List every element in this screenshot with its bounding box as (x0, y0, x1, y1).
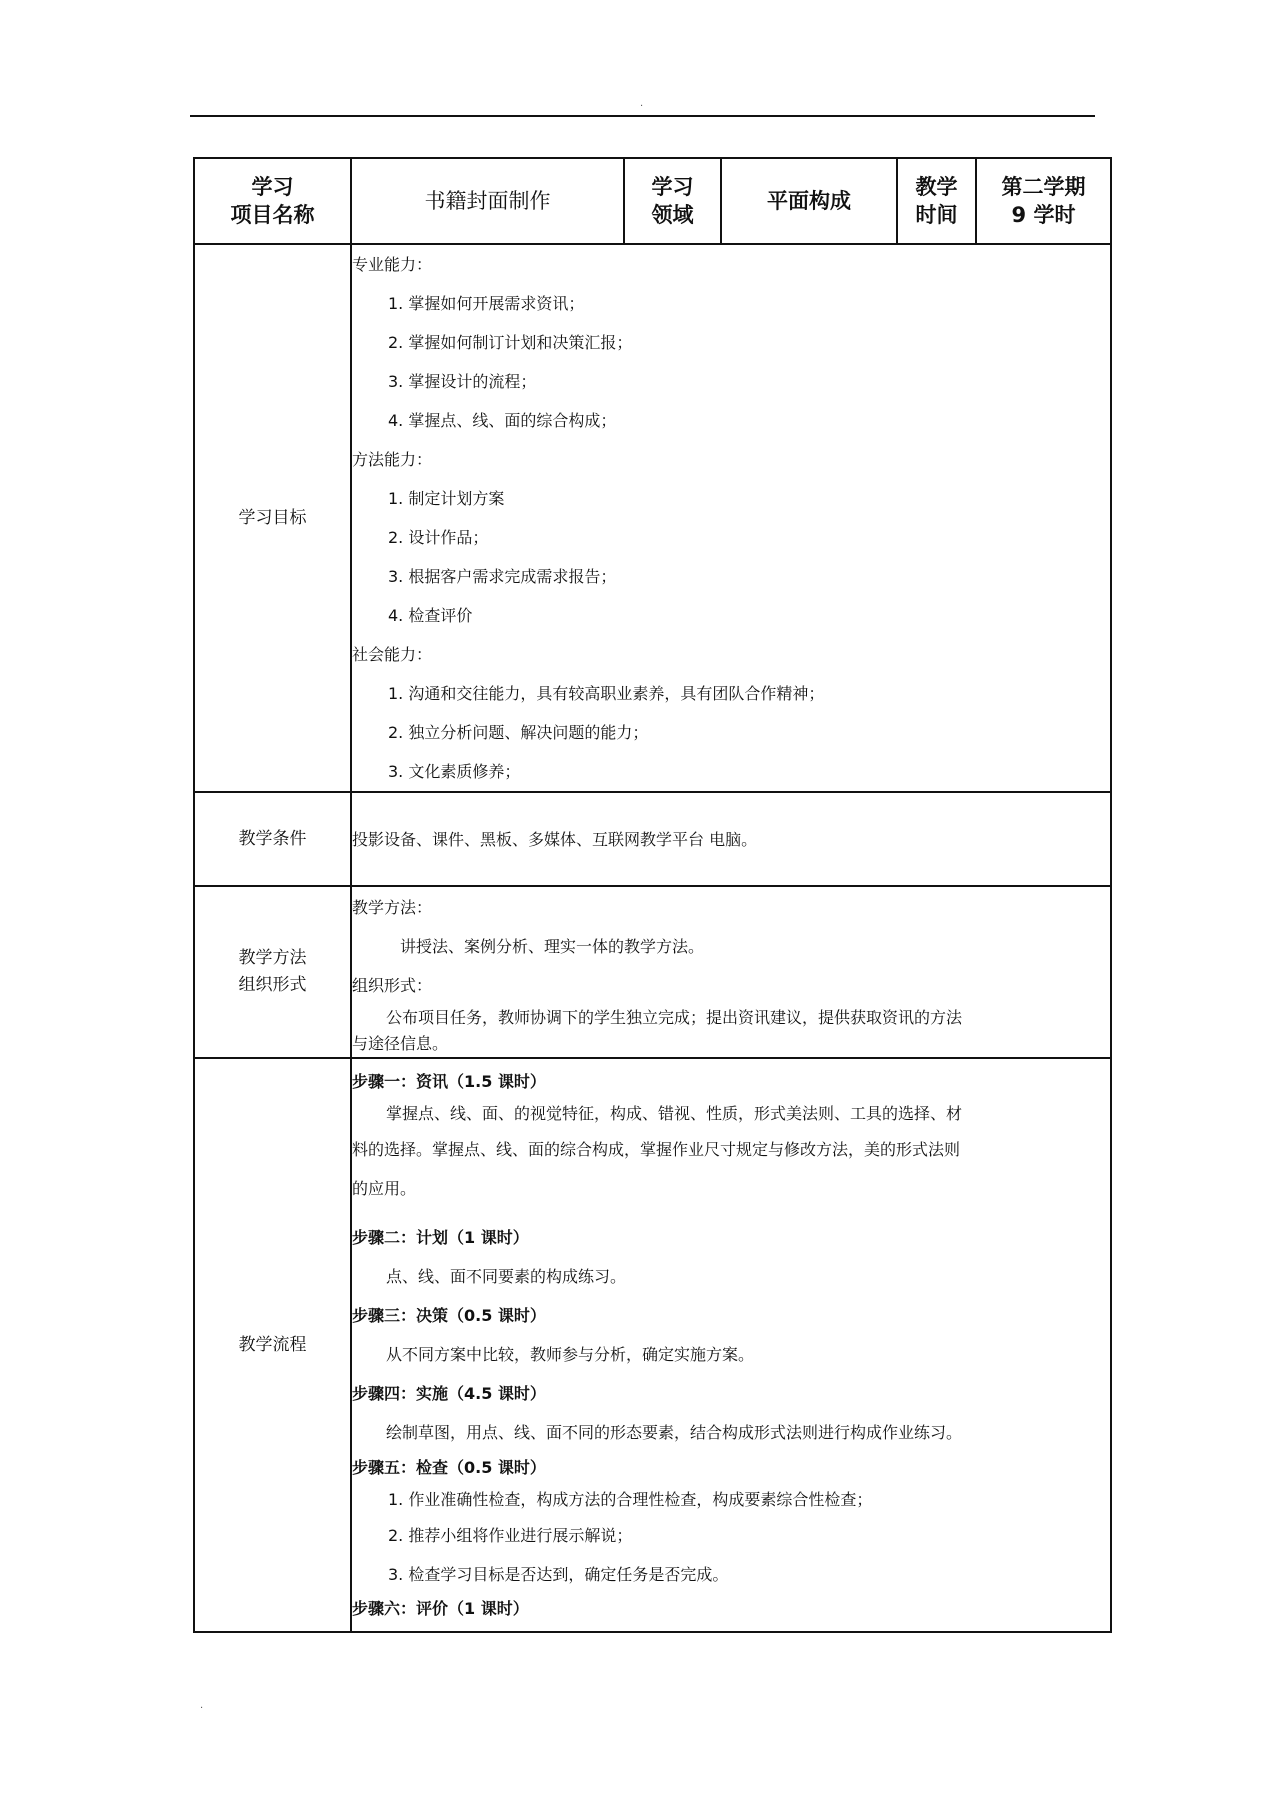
methods-label-cell (194, 886, 351, 1058)
step-text: 绘制草图，用点、线、面不同的形态要素，结合构成形式法则进行构成作业练习。 (386, 1423, 963, 1442)
goals-content (351, 244, 1111, 792)
goals-item: 3. 根据客户需求完成需求报告； (388, 567, 617, 586)
step-text: 点、线、面不同要素的构成练习。 (386, 1267, 627, 1286)
goals-item: 2. 掌握如何制订计划和决策汇报； (388, 333, 633, 352)
step-title: 步骤三：决策（0.5 课时） (352, 1306, 546, 1325)
flow-row (194, 1058, 1111, 1632)
spacer (352, 1208, 1110, 1218)
step-title: 步骤二：计划（1 课时） (352, 1228, 529, 1247)
goals-item: 2. 设计作品； (388, 528, 489, 547)
flow-label: 教学流程 (194, 1058, 351, 1632)
goals-item: 3. 掌握设计的流程； (388, 372, 537, 391)
goals-item: 2. 独立分析问题、解决问题的能力； (388, 723, 649, 742)
conditions-row (194, 792, 1111, 886)
conditions-content (351, 792, 1111, 886)
goals-item: 4. 检查评价 (388, 606, 473, 625)
domain-name-cell (721, 158, 897, 244)
goals-label: 学习目标 (194, 244, 351, 792)
method-title: 教学方法： (352, 897, 433, 917)
project-label-cell (194, 158, 351, 244)
step-text: 从不同方案中比较，教师参与分析，确定实施方案。 (386, 1345, 755, 1364)
goals-item: 4. 掌握点、线、面的综合构成； (388, 411, 617, 430)
goals-item: 1. 沟通和交往能力，具有较高职业素养，具有团队合作精神； (388, 684, 825, 703)
goals-section-title: 方法能力： (352, 450, 433, 469)
project-name: 书籍封面制作 (424, 189, 551, 213)
project-name-cell (351, 158, 624, 244)
method-text: 讲授法、案例分析、理实一体的教学方法。 (400, 936, 705, 956)
methods-row (194, 886, 1111, 1058)
goals-item: 1. 制定计划方案 (388, 489, 505, 508)
step-title: 步骤一：资讯（1.5 课时） (352, 1072, 546, 1091)
organization-title: 组织形式： (352, 975, 433, 995)
goals-section-title: 社会能力： (352, 645, 433, 664)
time-label: 教学 时间 (915, 175, 958, 227)
step-title: 步骤五：检查（0.5 课时） (352, 1458, 546, 1477)
time-value-cell (976, 158, 1111, 244)
step-text: 料的选择。掌握点、线、面的综合构成，掌握作业尺寸规定与修改方法，美的形式法则 (352, 1140, 961, 1159)
organization-text: 公布项目任务，教师协调下的学生独立完成；提出资讯建议，提供获取资讯的方法 (386, 1007, 963, 1027)
time-value: 第二学期 9 学时 (1001, 175, 1086, 227)
step-item: 2. 推荐小组将作业进行展示解说； (388, 1526, 633, 1545)
conditions-label: 教学条件 (194, 792, 351, 886)
flow-content (351, 1058, 1111, 1632)
organization-text-cont: 与途径信息。 (352, 1033, 449, 1053)
step-item: 1. 作业准确性检查，构成方法的合理性检查，构成要素综合性检查； (388, 1490, 873, 1509)
header-dot: . (640, 98, 644, 109)
step-item: 3. 检查学习目标是否达到，确定任务是否完成。 (388, 1565, 729, 1584)
domain-label: 学习 领域 (651, 175, 694, 227)
step-text: 掌握点、线、面、的视觉特征，构成、错视、性质，形式美法则、工具的选择、材 (386, 1104, 963, 1123)
time-label-cell (897, 158, 976, 244)
goals-section-title: 专业能力： (352, 255, 433, 274)
goals-item: 3. 文化素质修养； (388, 762, 521, 781)
methods-label: 教学方法 (238, 948, 307, 968)
step-title: 步骤四：实施（4.5 课时） (352, 1384, 546, 1403)
domain-name: 平面构成 (767, 189, 851, 213)
footer-dot: . (200, 1700, 204, 1711)
methods-content (351, 886, 1111, 1058)
step-text: 的应用。 (352, 1179, 417, 1198)
header-rule (190, 115, 1095, 117)
organization-label: 组织形式 (238, 975, 307, 995)
lesson-plan-table (193, 157, 1112, 1633)
conditions-text: 投影设备、课件、黑板、多媒体、互联网教学平台 电脑。 (352, 829, 758, 849)
step-title: 步骤六：评价（1 课时） (352, 1599, 529, 1618)
domain-label-cell (624, 158, 721, 244)
goals-item: 1. 掌握如何开展需求资讯； (388, 294, 585, 313)
project-label: 学习 项目名称 (230, 175, 315, 227)
header-row (194, 158, 1111, 244)
goals-row (194, 244, 1111, 792)
